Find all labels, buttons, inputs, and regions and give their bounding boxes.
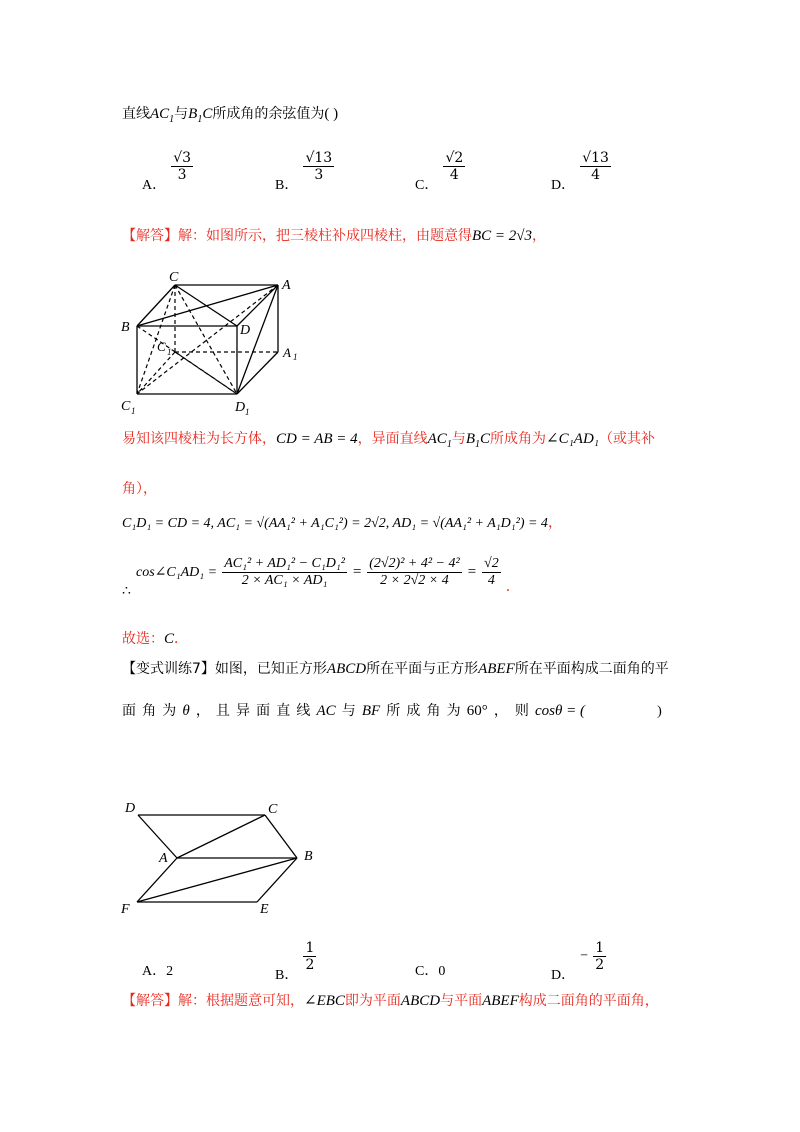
q7-option-b: B． $\frac{1}{2}$ (275, 940, 315, 983)
cos-equation: ∴ cos∠C₁AD₁ = $\frac{\text{AC₁² + AD₁² − C₁D₁²}}{\text{2 × AC₁ × AD₁}}$ = $\frac{\text{(2√2)² + 4² − 4²}}{2 \times 2√2 \times 4}$ = $\frac{√2}{4}$ ． (122, 556, 520, 599)
q7-line-2: 面 角 为 θ ， 且 异 面 直 线 AC 与 BF 所 成 角 为 60° ， 则 cosθ = ( ) (122, 703, 662, 719)
label-f: F (121, 902, 130, 917)
solution-line-1: 【解答】解：如图所示，把三棱柱补成四棱柱，由题意得BC = 2√3， (122, 228, 547, 244)
label-c1-bottom: C (121, 399, 131, 414)
label-c: C (169, 270, 179, 285)
label-c1: C (157, 339, 166, 354)
label-a1: A (283, 345, 291, 360)
svg-text:1: 1 (131, 406, 136, 416)
label-b: B (121, 320, 130, 335)
q7-line-1: 【变式训练7】如图，已知正方形ABCD所在平面与正方形ABEF所在平面构成二面角的平 (122, 661, 669, 677)
label-d1: D (235, 400, 246, 415)
label-c: C (268, 802, 278, 817)
q7-option-d: D． − $\frac{1}{2}$ (551, 940, 605, 983)
label-d: D (125, 801, 136, 816)
option-d: D． $\frac{√13}{4}$ (551, 150, 609, 193)
answer-line: 故选：C． (122, 631, 189, 647)
solution-line-3: 角）， (122, 481, 157, 497)
q7-tag: 【变式训练7】 (122, 661, 215, 677)
q7-option-c: C．0 (415, 964, 446, 979)
label-a: A (159, 851, 168, 866)
label-a: A (282, 278, 291, 293)
question-stem: 直线$AC_1$与$B_1C$所成角的余弦值为( ) (122, 106, 339, 125)
option-b: B． $\frac{√13}{3}$ (275, 150, 333, 193)
solution-line-2: 易知该四棱柱为长方体，CD = AB = 4，异面直线$AC_1$与$B_1C$所成角为∠C₁AD₁（或其补 (122, 431, 655, 450)
svg-text:1: 1 (245, 407, 250, 417)
equation-1: C₁D₁ = CD = 4, AC₁ = √(AA₁² + A₁C₁²) = 2√2, AD₁ = √(AA₁² + A₁D₁²) = 4， (122, 515, 562, 531)
solution-tag: 【解答】 (122, 228, 178, 244)
option-c: C． $\frac{√2}{4}$ (415, 150, 464, 193)
option-a: A． $\frac{√3}{3}$ (142, 150, 192, 193)
q7-solution-line: 【解答】解：根据题意可知，∠EBC即为平面ABCD与平面ABEF构成二面角的平面角， (122, 993, 659, 1009)
q7-option-a: A．2 (142, 964, 174, 979)
dihedral-figure (115, 795, 325, 920)
solution-tag: 【解答】 (122, 993, 178, 1009)
svg-text:1: 1 (167, 347, 172, 357)
prism-figure (115, 265, 305, 420)
label-b: B (304, 849, 313, 864)
svg-text:1: 1 (293, 352, 298, 362)
label-d: D (240, 323, 251, 338)
label-e: E (260, 902, 269, 917)
